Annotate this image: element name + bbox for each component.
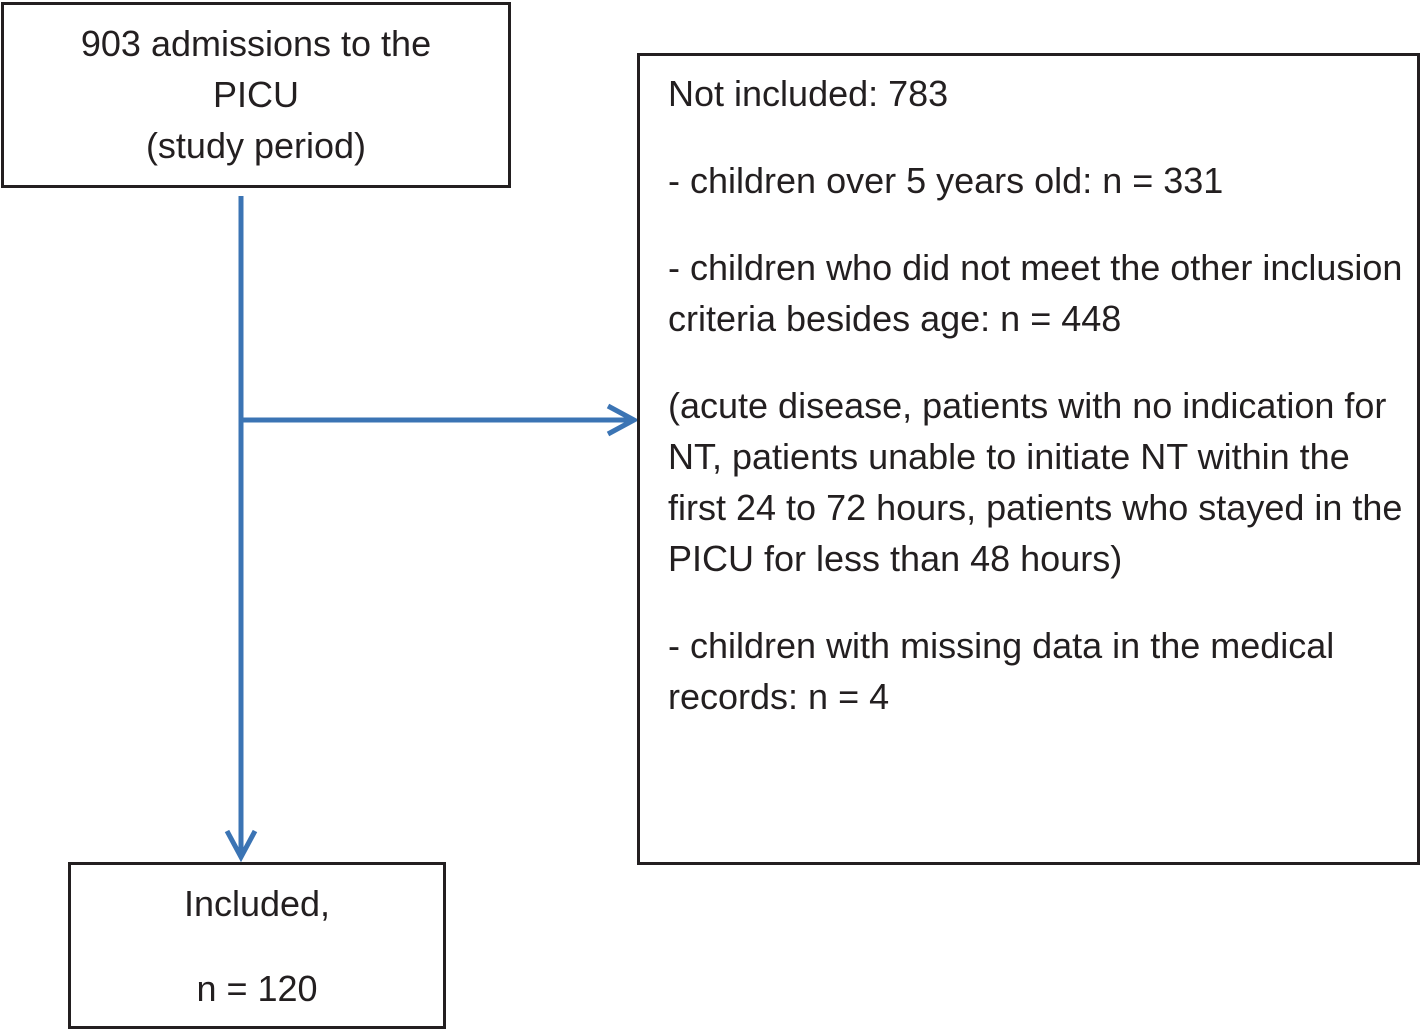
exclusion-other-criteria-details: (acute disease, patients with no indication for NT, patients unable to initiate NT within the first 24 to 72 hours, patients who stayed in the PICU for less than 48 hours)	[668, 385, 1403, 579]
exclusion-missing-data: - children with missing data in the medical records: n = 4	[668, 625, 1335, 717]
admissions-line-2: PICU	[212, 74, 299, 115]
included-box	[68, 862, 446, 1029]
exclusion-other-criteria: - children who did not meet the other inclusion criteria besides age: n = 448	[668, 247, 1403, 339]
admissions-box	[1, 2, 511, 188]
not-included-total: Not included: 783	[668, 73, 949, 114]
included-label: Included,	[183, 883, 331, 924]
admissions-line-1: 903 admissions to the	[80, 23, 432, 64]
included-count: n = 120	[196, 968, 318, 1009]
admissions-line-3: (study period)	[145, 125, 367, 166]
not-included-box	[637, 53, 1420, 865]
exclusion-age: - children over 5 years old: n = 331	[668, 160, 1224, 201]
